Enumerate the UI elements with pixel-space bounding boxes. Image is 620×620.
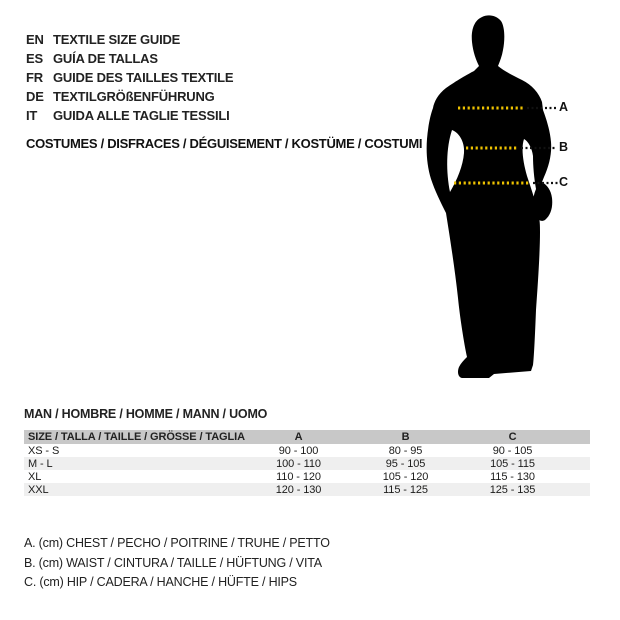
chest-range-cell: 120 - 130 bbox=[275, 483, 322, 496]
size-table-header-row bbox=[24, 430, 590, 444]
measure-label-a: A bbox=[559, 100, 569, 114]
legend-line-hip: C. (cm) HIP / CADERA / HANCHE / HÜFTE / HIPS bbox=[24, 575, 297, 589]
language-label: TEXTILE SIZE GUIDE bbox=[53, 32, 181, 47]
size-cell: M - L bbox=[28, 457, 53, 470]
waist-range-cell: 95 - 105 bbox=[385, 457, 426, 470]
language-code: EN bbox=[26, 32, 44, 47]
table-row-xl bbox=[24, 470, 590, 483]
language-row-es bbox=[26, 49, 233, 68]
language-row-it bbox=[26, 106, 233, 125]
size-cell: XS - S bbox=[28, 444, 60, 457]
chest-range-cell: 110 - 120 bbox=[276, 470, 321, 483]
language-code: FR bbox=[26, 70, 43, 85]
hip-range-cell: 115 - 130 bbox=[490, 470, 535, 483]
column-header-b: B bbox=[401, 431, 410, 443]
measure-label-c: C bbox=[559, 175, 569, 189]
legend-line-waist: B. (cm) WAIST / CINTURA / TAILLE / HÜFTUNG / VITA bbox=[24, 555, 322, 570]
chest-range-cell: 90 - 100 bbox=[278, 444, 319, 457]
language-code: ES bbox=[26, 51, 43, 66]
size-column-header: SIZE / TALLA / TAILLE / GRÖSSE / TAGLIA bbox=[28, 431, 245, 443]
table-row-xxl bbox=[24, 483, 590, 496]
size-cell: XL bbox=[28, 470, 42, 483]
language-row-de bbox=[26, 87, 233, 106]
waist-range-cell: 105 - 120 bbox=[382, 470, 429, 483]
column-header-c: C bbox=[508, 431, 517, 443]
language-row-en bbox=[26, 30, 233, 49]
column-header-a: A bbox=[294, 431, 303, 443]
language-label: TEXTILGRÖßENFÜHRUNG bbox=[53, 89, 215, 104]
language-code: DE bbox=[26, 89, 44, 104]
hip-range-cell: 90 - 105 bbox=[492, 444, 533, 457]
table-row-m-l bbox=[24, 457, 590, 470]
language-label: GUIDE DES TAILLES TEXTILE bbox=[53, 70, 234, 85]
hip-range-cell: 105 - 115 bbox=[490, 457, 535, 470]
table-row-xs-s bbox=[24, 444, 590, 457]
language-list bbox=[26, 30, 233, 125]
size-cell: XXL bbox=[28, 483, 49, 496]
language-label: GUÍA DE TALLAS bbox=[53, 51, 158, 66]
male-silhouette-figure bbox=[390, 8, 620, 393]
language-code: IT bbox=[26, 108, 38, 123]
size-table bbox=[24, 430, 590, 496]
male-silhouette-icon bbox=[390, 8, 620, 393]
hip-range-cell: 125 - 135 bbox=[489, 483, 536, 496]
table-section-title: MAN / HOMBRE / HOMME / MANN / UOMO bbox=[24, 407, 268, 421]
language-label: GUIDA ALLE TAGLIE TESSILI bbox=[53, 108, 230, 123]
measure-label-b: B bbox=[559, 140, 569, 154]
chest-range-cell: 100 - 110 bbox=[276, 457, 321, 470]
waist-range-cell: 80 - 95 bbox=[388, 444, 423, 457]
language-row-fr bbox=[26, 68, 233, 87]
measurement-legend bbox=[24, 534, 330, 593]
category-heading: COSTUMES / DISFRACES / DÉGUISEMENT / KOSTÜME / COSTUMI bbox=[26, 136, 423, 151]
legend-line-chest: A. (cm) CHEST / PECHO / POITRINE / TRUHE / PETTO bbox=[24, 536, 330, 550]
waist-range-cell: 115 - 125 bbox=[383, 483, 428, 496]
